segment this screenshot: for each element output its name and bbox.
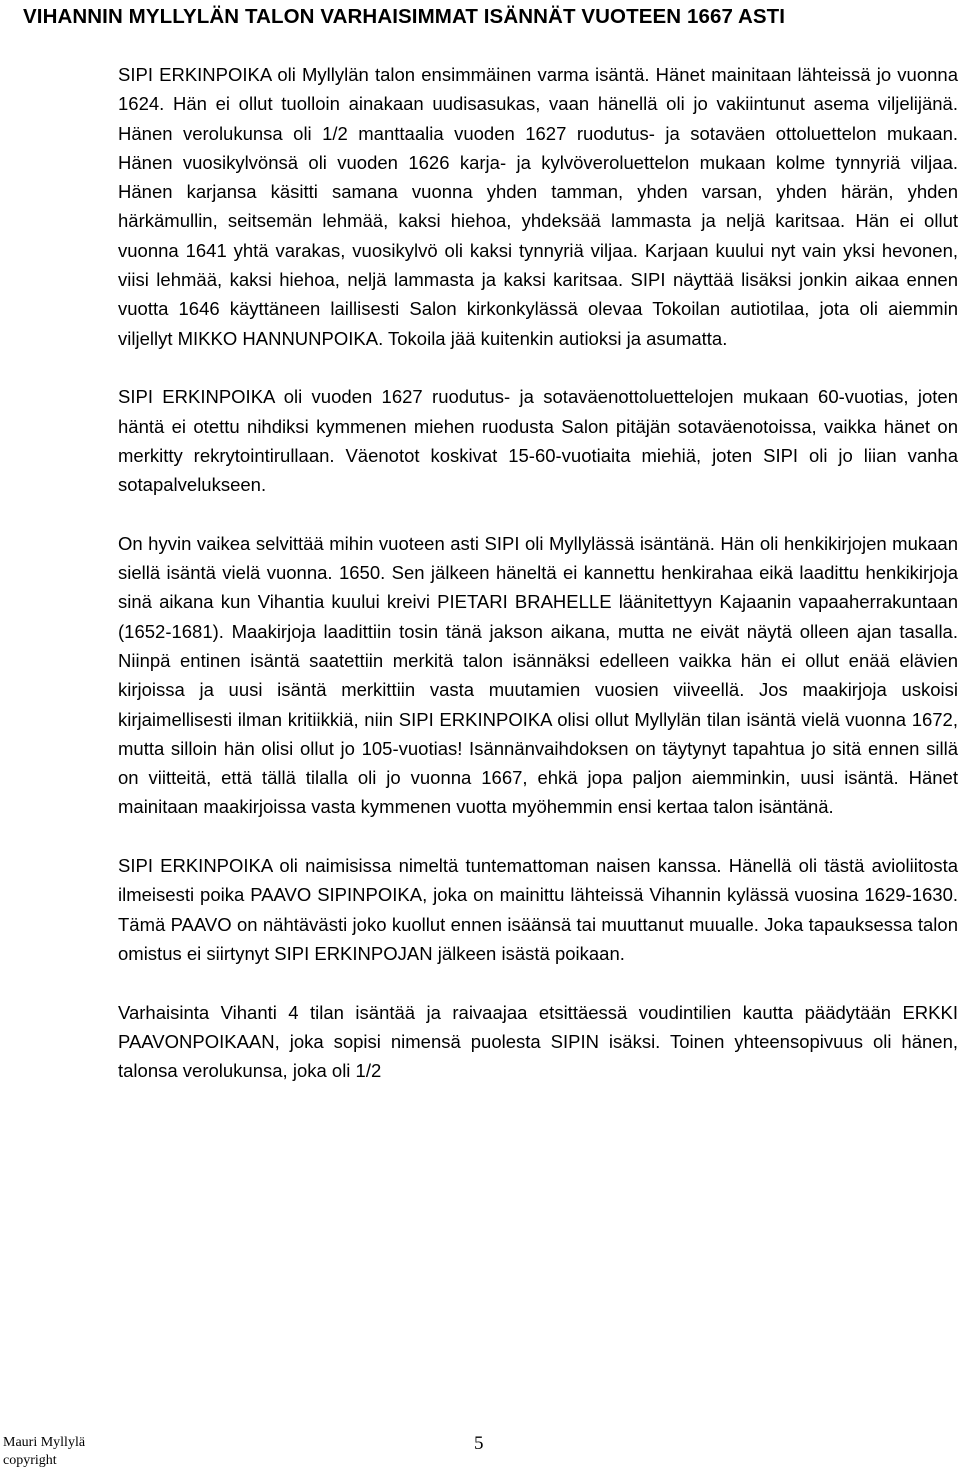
footer-author: Mauri Myllylä	[3, 1435, 86, 1450]
page-title: VIHANNIN MYLLYLÄN TALON VARHAISIMMAT ISÄNNÄT VUOTEEN 1667 ASTI	[23, 5, 786, 28]
paragraph-sipi-first-owner: SIPI ERKINPOIKA oli Myllylän talon ensimmäinen varma isäntä. Hänet mainitaan lähteissä jo vuonna 1624. Hän ei ollut tuolloin ainakaan uudisasukas, vaan hänellä oli jo vakiintunut asema viljelijänä. Hänen verolukunsa oli 1/2 manttaalia vuoden 1627 ruodutus- ja sotaväen ottoluettelon mukaan. Hänen vuosikylvönsä oli vuoden 1626 karja- ja kylvöveroluettelon mukaan kolme tynnyriä viljaa. Hänen karjansa käsitti samana vuonna yhden tamman, yhden varsan, yhden härän, yhden härkämullin, seitsemän lehmää, kaksi hiehoa, yhdeksää lammasta ja neljä karitsaa. Hän ei ollut vuonna 1641 yhtä varakas, vuosikylvö oli kaksi tynnyriä viljaa. Karjaan kuului nyt vain yksi hevonen, viisi lehmää, kaksi hiehoa, neljä lammasta ja kaksi karitsaa. SIPI näyttää lisäksi jonkin aikaa ennen vuotta 1646 käyttäneen laillisesti Salon kirkonkylässä olevaa Tokoilan autiotilaa, jota oli aiemmin viljellyt MIKKO HANNUNPOIKA. Tokoila jää kuitenkin autioksi ja asumatta.	[118, 64, 958, 349]
page-number: 5	[474, 1433, 484, 1454]
footer-copyright: copyright	[3, 1453, 57, 1468]
paragraph-earliest-owner: Varhaisinta Vihanti 4 tilan isäntää ja raivaajaa etsittäessä voudintilien kautta päädytään ERKKI PAAVONPOIKAAN, joka sopisi nimensä puolesta SIPIN isäksi. Toinen yhteensopivuus oli hänen, talonsa verolukunsa, joka oli 1/2	[118, 1001, 958, 1082]
paragraph-sipi-family: SIPI ERKINPOIKA oli naimisissa nimeltä tuntemattoman naisen kanssa. Hänellä oli tästä avioliitosta ilmeisesti poika PAAVO SIPINPOIKA, joka on mainittu lähteissä Vihannin kylässä vuosina 1629-1630. Tämä PAAVO on nähtävästi joko kuollut ennen isäänsä tai muuttanut muualle. Joka tapauksessa talon omistus ei siirtynyt SIPI ERKINPOJAN jälkeen isästä poikaan.	[118, 855, 958, 964]
paragraph-sipi-military-roll: SIPI ERKINPOIKA oli vuoden 1627 ruodutus- ja sotaväenottoluettelojen mukaan 60-vuotias, joten häntä ei otettu nihdiksi kymmenen miehen ruodusta Salon pitäjän sotaväenotoissa, vaikka hänet on merkitty rekrytointirullaan. Väenotot koskivat 15-60-vuotiaita miehiä, joten SIPI oli jo liian vanha sotapalvelukseen.	[118, 386, 958, 496]
paragraph-ownership-period: On hyvin vaikea selvittää mihin vuoteen asti SIPI oli Myllylässä isäntänä. Hän oli henkikirjojen mukaan siellä isäntä vielä vuonna. 1650. Sen jälkeen häneltä ei kannettu henkirahaa eikä laadittu henkikirjoja sinä aikana kun Vihantia kuului kreivi PIETARI BRAHELLE läänitettyyn Kajaanin vapaaherrakuntaan (1652-1681). Maakirjoja laadittiin tosin tänä jakson aikana, mutta ne eivät näytä olleen ajan tasalla. Niinpä entinen isäntä saatettiin merkitä talon isännäksi edelleen vaikka hän ei ollut enää elävien kirjoissa ja uusi isäntä merkittiin vasta muutamien vuosien viiveellä. Jos maakirjoja uskoisi kirjaimellisesti ilman kritiikkiä, niin SIPI ERKINPOIKA olisi ollut Myllylän tilan isäntä vielä vuonna 1672, mutta silloin hän olisi ollut jo 105-vuotias! Isännänvaihdoksen on täytynyt tapahtua jo sitä ennen sillä on viitteitä, että tällä tilalla oli jo vuonna 1667, ehkä jopa paljon aiemminkin, uusi isäntä. Hänet mainitaan maakirjoissa vasta kymmenen vuotta myöhemmin ensi kertaa talon isäntänä.	[118, 532, 958, 818]
document-body	[118, 60, 958, 1115]
